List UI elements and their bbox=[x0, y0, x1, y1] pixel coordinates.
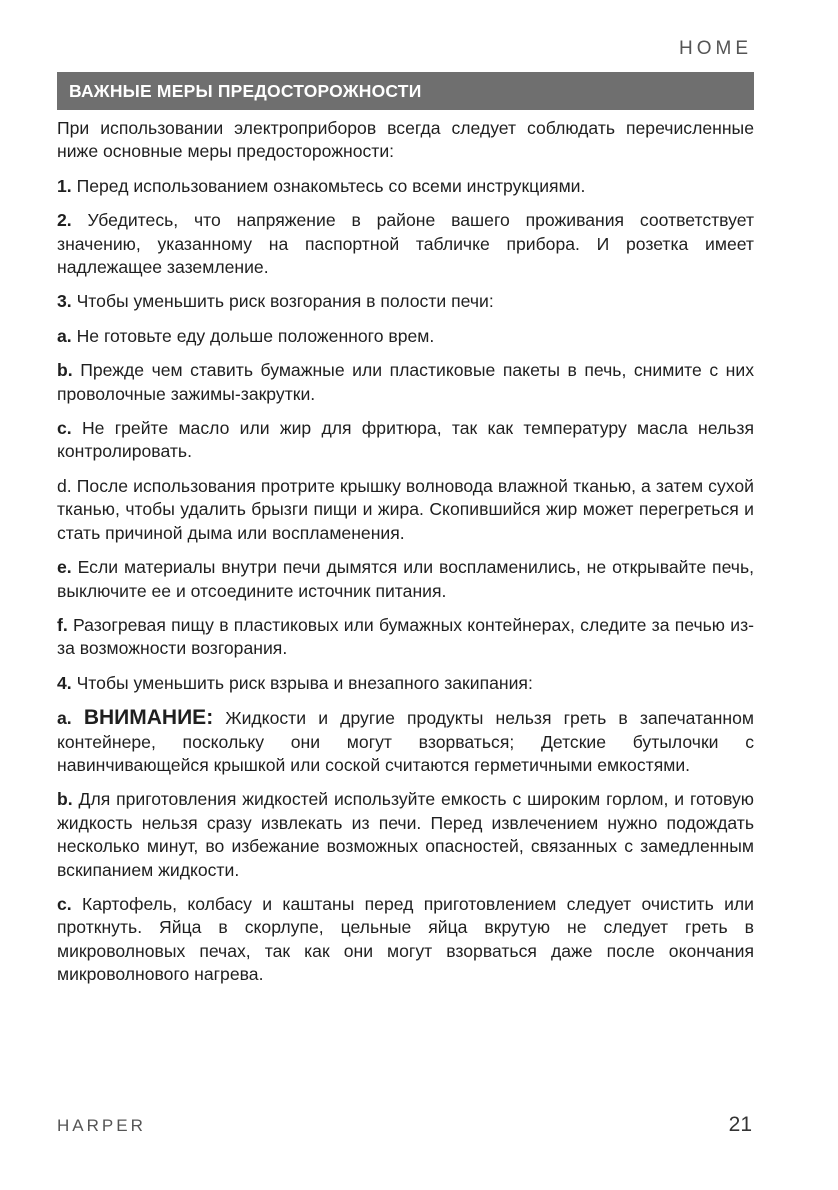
instruction-3 bbox=[57, 290, 754, 313]
safety-instructions bbox=[57, 117, 754, 998]
brand-logo-home: HOME bbox=[679, 38, 752, 59]
paragraph-text: Перед использованием ознакомьтесь со всеми инструкциями. bbox=[76, 175, 586, 196]
paragraph-text: Убедитесь, что напряжение в районе вашего проживания соответствует значению, указанному на паспортной табличке прибора. И розетка имеет надлежащее заземление. bbox=[57, 210, 755, 278]
paragraph-text: Не готовьте еду дольше положенного врем. bbox=[76, 325, 435, 346]
item-label: b. bbox=[57, 789, 73, 810]
instruction-3e bbox=[57, 556, 754, 603]
instruction-3b bbox=[57, 359, 754, 406]
item-label: 2. bbox=[57, 210, 72, 231]
paragraph-text: После использования протрите крышку волновода влажной тканью, а затем сухой тканью, чтобы удалить брызги пищи и жира. Скопившийся жир может перегреться и стать причиной дыма или воспламенения. bbox=[57, 475, 754, 543]
brand-logo-harper: HARPER bbox=[57, 1116, 146, 1135]
paragraph-text: Картофель, колбасу и каштаны перед приготовлением следует очистить или проткнуть. Яйца в скорлупе, цельные яйца вкрутую не следует греть в микроволновых печах, так как они могут взорваться даже после окончания микроволнового нагрева. bbox=[57, 893, 754, 985]
paragraph-text: Не грейте масло или жир для фритюра, так как температуру масла нельзя контролировать. bbox=[57, 418, 754, 462]
item-label: 3. bbox=[57, 291, 72, 312]
item-label: f. bbox=[57, 614, 68, 635]
paragraph-text: Разогревая пищу в пластиковых или бумажных контейнерах, следите за печью из-за возможности возгорания. bbox=[57, 614, 755, 659]
page-number: 21 bbox=[728, 1113, 752, 1136]
warning-label: ВНИМАНИЕ: bbox=[83, 706, 214, 730]
instruction-3c bbox=[57, 417, 754, 464]
item-label: c. bbox=[57, 418, 72, 439]
item-label: e. bbox=[57, 557, 72, 578]
paragraph-text: Прежде чем ставить бумажные или пластиковые пакеты в печь, снимите с них проволочные зажимы-закрутки. bbox=[57, 360, 755, 404]
instruction-4 bbox=[57, 672, 754, 695]
item-label: 4. bbox=[57, 672, 72, 693]
instruction-3f bbox=[57, 614, 754, 661]
section-title: ВАЖНЫЕ МЕРЫ ПРЕДОСТОРОЖНОСТИ bbox=[57, 72, 754, 110]
instruction-3d bbox=[57, 475, 754, 545]
intro-paragraph bbox=[57, 117, 754, 164]
item-label: c. bbox=[57, 893, 72, 914]
instruction-4c bbox=[57, 893, 754, 987]
item-label: a. bbox=[57, 325, 72, 346]
paragraph-text: Чтобы уменьшить риск возгорания в полости печи: bbox=[76, 291, 494, 312]
instruction-4a bbox=[57, 706, 754, 777]
item-label: b. bbox=[57, 360, 73, 381]
instruction-3a bbox=[57, 325, 754, 348]
instruction-4b bbox=[57, 788, 754, 882]
paragraph-text: Чтобы уменьшить риск взрыва и внезапного закипания: bbox=[76, 672, 533, 693]
paragraph-text: Для приготовления жидкостей используйте емкость с широким горлом, и готовую жидкость нельзя сразу извлекать из печи. Перед извлечением нужно подождать несколько минут, во избежание возможных опасностей, связанных с замедленным вскипанием жидкости. bbox=[57, 789, 754, 880]
paragraph-text: При использовании электроприборов всегда следует соблюдать перечисленные ниже основные меры предосторожности: bbox=[57, 118, 754, 162]
instruction-1 bbox=[57, 175, 754, 198]
instruction-2 bbox=[57, 209, 754, 279]
paragraph-text: Если материалы внутри печи дымятся или воспламенились, не открывайте печь, выключите ее и отсоедините источник питания. bbox=[57, 557, 754, 601]
paragraph-text: Жидкости и другие продукты нельзя греть в запечатанном контейнере, поскольку они могут взорваться; Детские бутылочки с навинчивающейся крышкой или соской считаются герметичными емкостями. bbox=[57, 708, 754, 775]
item-label: 1. bbox=[57, 175, 72, 196]
item-label: d. bbox=[57, 475, 72, 496]
item-label: a. bbox=[57, 708, 72, 729]
